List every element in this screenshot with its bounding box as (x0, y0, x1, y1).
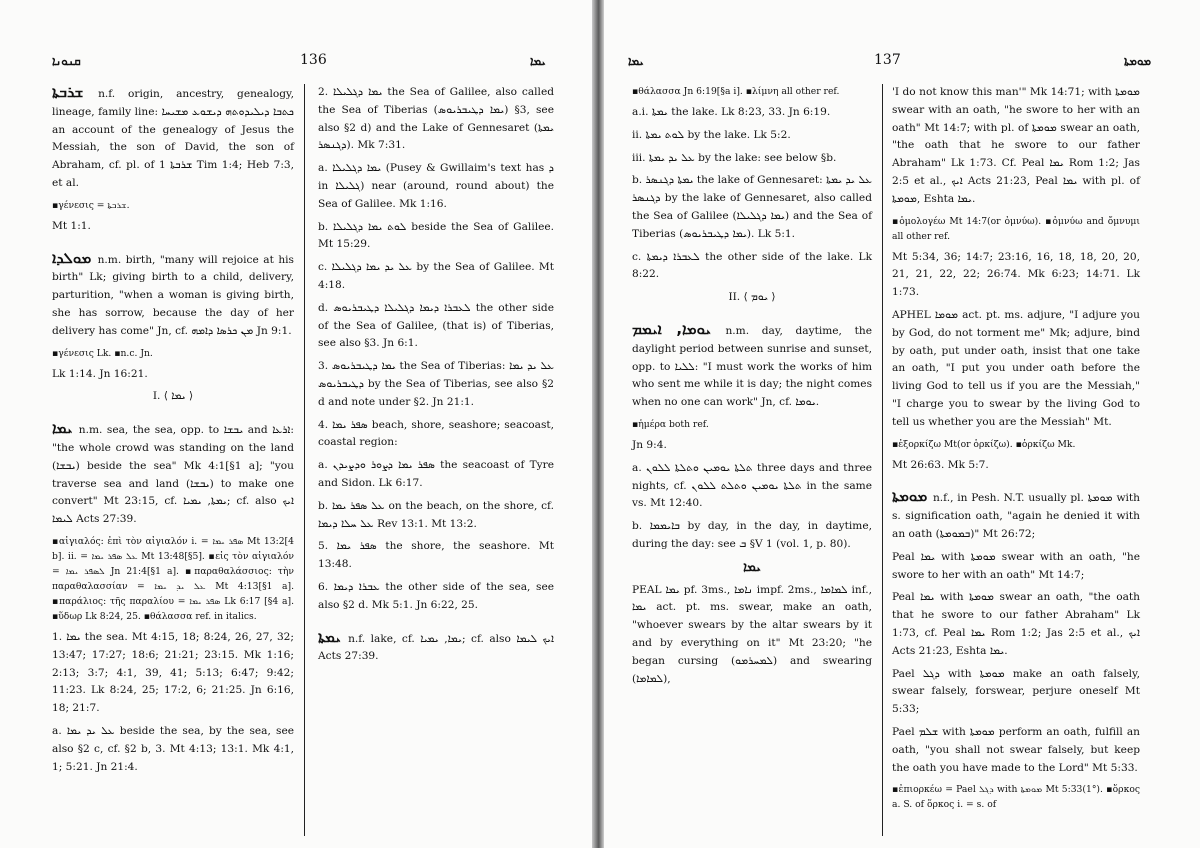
headword: ܡܘܡܬܐ (892, 487, 933, 506)
entry-paragraph (318, 629, 554, 667)
entry-paragraph (52, 366, 294, 384)
greek-equivalents: ▪ἡμέρα both ref. (632, 418, 709, 430)
entry-text: 6. ܥܒܪܐ ܕܝܡܐ the other side of the sea, see also §2 d. Mk 5:1. Jn 6:22, 25. (318, 580, 554, 611)
entry-paragraph (632, 582, 872, 689)
book-gutter (592, 0, 604, 848)
left-page (0, 0, 592, 848)
entry-text: a. ܥܠ ܝܕ ܝܡܐ beside the sea, by the sea, see also §2 c, cf. §2 b, 3. Mt 4:13; 13:1. Mk 4:1, 1; 5:21. Jn 21:4. (52, 724, 294, 773)
entry-text: c. ܠܥܒܪܐ ܕܝܡܬܐ the other side of the lake. Lk 8:22. (632, 250, 872, 281)
entry-text: Lk 1:14. Jn 16:21. (52, 367, 148, 380)
entry-text: Mt 1:1. (52, 219, 91, 232)
entry-paragraph (318, 457, 554, 493)
entry-paragraph (318, 259, 554, 295)
entry-paragraph (318, 417, 554, 453)
entry-text: Pael ܕܓܠ with ܡܘܡܬܐ make an oath falsely, swear falsely, forswear, perjure oneself Mt 5:33; (892, 667, 1140, 716)
entry-paragraph (318, 579, 554, 615)
entry-paragraph (632, 172, 872, 243)
entry-text: n.f. lake, cf. ܝܡܐ, ܝܡܝܐ; cf. also ܐܝܟ ܠܝܡܐ Acts 27:39. (318, 632, 554, 663)
entry-text: Peal ܝܡܐ with ܡܘܡܬܐ swear with an oath, "he swore to her with an oath" Mt 14:7; (892, 550, 1140, 581)
entry-paragraph (632, 437, 872, 455)
left-page-number: 136 (300, 52, 327, 68)
headword: ܝܡܐ (52, 419, 79, 438)
entry-text: Mt 5:34, 36; 14:7; 23:16, 16, 18, 18, 20, 20, 21, 21, 22, 22; 26:74. Mk 6:23; 14:71. Lk 1:73. (892, 250, 1140, 299)
entry-text: d. ܠܥܒܪܐ ܕܝܡܐ ܕܓܠܝܠܐ ܕܛܝܒܪܝܘܣ the other side of the Sea of Galilee, (that is) of Tiberias, see also §3. Jn 6:1. (318, 301, 554, 350)
entry-paragraph (52, 723, 294, 776)
left-running-head-right: ܝܡܐ (530, 54, 546, 68)
right-column-2 (892, 84, 1140, 817)
greek-equivalents: ▪ὁμολογέω Mt 14:7(or ὀμνύω). ▪ὀμνύω and ὄμνυμι all other ref. (892, 215, 1140, 242)
entry-paragraph (632, 460, 872, 513)
entry-text: a.i. ܝܡܬܐ the lake. Lk 8:23, 33. Jn 6:19. (632, 106, 831, 118)
entry-paragraph (318, 538, 554, 574)
entry-paragraph (318, 160, 554, 213)
entry-paragraph (632, 321, 872, 412)
right-page (604, 0, 1200, 848)
entry-text: c. ܥܠ ܝܕ ܝܡܐ ܕܓܠܝܠܐ by the Sea of Galilee. Mt 4:18. (318, 261, 554, 291)
right-page-number: 137 (874, 52, 901, 68)
entry-text: b. ܠܘܬ ܝܡܐ ܕܓܠܝܠܐ beside the Sea of Galilee. Mt 15:29. (318, 220, 554, 251)
entry-text: 5. ܣܦܪ ܝܡܐ the shore, the seashore. Mt 13:48. (318, 540, 555, 571)
greek-equivalents: ▪ἐπιορκέω = Pael ܕܓܠ with ܡܘܡܬܐ Mt 5:33(1°). ▪ὅρκος a. S. of ὅρκος i. = s. of (892, 784, 1140, 811)
entry-text: 3. ܝܡܐ ܕܛܝܒܪܝܘܣ the Sea of Tiberias: ܥܠ ܝܕ ܝܡܐ ܕܛܝܒܪܝܘܣ by the Sea of Tiberias, see also §2 d and note under §2. Jn 21:1. (318, 360, 554, 408)
entry-paragraph (318, 300, 554, 353)
entry-paragraph (318, 358, 554, 411)
entry-paragraph (892, 307, 1140, 432)
entry-text: APHEL ܡܘܡܐ act. pt. ms. adjure, "I adjure you by God, do not torment me" Mk; adjure, bind by oath, put under oath, insist that one take an oath, "I put you under oath before the living God to tell us if you are the Messiah," "I charge you to swear by the living God to tell us whether you are the Messiah" Mt. (892, 308, 1141, 428)
right-running-head-left: ܝܡܐ (628, 54, 644, 68)
entry-text: iii. ܥܠ ܝܕ ܝܡܬܐ by the lake: see below §b. (632, 151, 837, 164)
column-rule (304, 84, 305, 836)
greek-equivalents: ▪θάλασσα Jn 6:19[§a i]. ▪λίμνη all other ref. (632, 86, 840, 97)
entry-paragraph (318, 219, 554, 255)
entry-paragraph (892, 549, 1140, 585)
entry-paragraph (892, 666, 1140, 719)
entry-paragraph (52, 218, 294, 236)
entry-paragraph (632, 518, 872, 554)
entry-paragraph (632, 150, 872, 168)
headword: ܡܘܠܕܐ (52, 248, 98, 267)
entry-text: a. ܣܦܪ ܝܡܐ ܕܨܘܪ ܘܕܨܝܕܢ the seacoast of Tyre and Sidon. Lk 6:17. (318, 459, 554, 489)
greek-equivalents: ▪γένεσις = ܫܪܒܬܐ. (52, 199, 130, 211)
entry-text: Peal ܝܡܐ with ܡܘܡܬܐ swear an oath, "the oath that he swore to our father Abraham" Lk 1:73, cf. Peal ܝܡܐ Rom 1:2; Jas 2:5 et al., ܐܝܟ Acts 21:23, Eshta ܝܡܐ. (892, 591, 1140, 657)
entry-text: 'I do not know this man'" Mk 14:71; with ܡܘܡܬܐ swear with an oath, "he swore to her with an oath" Mt 14:7; with pl. of ܡܘܡܬܐ swear an oath, "the oath that he swore to our father Abraham" Lk 1:73. Cf. Peal ܝܡܐ Rom 1:2; Jas 2:5 et al., ܐܝܟ Acts 21:23, Peal ܝܡܐ with pl. of ܡܘܡܬܐ, Eshta ܝܡܐ. (892, 86, 1140, 205)
entry-text: n.m. day, daytime, the daylight period between sunrise and sunset, opp. to ܠܠܝܐ: "I must work the works of him who sent me while it is day; the night comes when no one can work" Jn, cf. ܝܘܡܐ. (632, 324, 872, 409)
headword: ܝܡܬܐ (318, 627, 349, 646)
headword: ܫܪܒܬܐ (52, 83, 99, 101)
root-heading: ܝܡܐ (743, 559, 761, 575)
entry-paragraph (632, 127, 872, 145)
entry-text: 4. ܣܦܪ ܝܡܐ beach, shore, seashore; seacoast, coastal region: (318, 418, 555, 449)
greek-equivalents: ▪γένεσις Lk. ▪n.c. Jn. (52, 347, 153, 359)
entry-paragraph (52, 629, 294, 718)
entry-text: b. ܥܠ ܣܦܪ ܝܡܐ on the beach, on the shore, cf. ܥܠ ܚܠܐ ܕܝܡܐ Rev 13:1. Mt 13:2. (318, 499, 554, 530)
section-heading: I. ⟨ ܝܡܐ ⟩ (152, 390, 194, 403)
entry-paragraph (892, 457, 1140, 475)
entry-text: Jn 9:4. (632, 438, 667, 451)
entry-text: n.m. birth, "many will rejoice at his birth" Lk; giving birth to a child, delivery, parturition, "when a woman is giving birth, she has sorrow, because the day of her delivery has come" Jn, cf. ܡܢ ܟܪܣܐ ܕܐܡܗ Jn 9:1. (52, 253, 294, 337)
entry-paragraph (318, 498, 554, 534)
entry-paragraph (52, 250, 294, 341)
entry-text: Pael ܫܠܡ with ܡܘܡܬܐ perform an oath, fulfill an oath, "you shall not swear falsely, but keep the oath you have made to the Lord" Mt 5:33. (892, 725, 1140, 774)
entry-paragraph (892, 724, 1140, 777)
entry-text: PEAL ܝܡܐ pf. 3ms., ܢܐܡܐ impf. 2ms., ܠܡܐܡܐ inf., ܝܡܐ act. pt. ms. swear, make an oath, "whoever swears by the altar swears by it and by everything on it" Mt 23:20; "he began cursing (ܠܡܚܪܡܘ) and swearing (ܠܡܐܡܐ), (632, 583, 873, 685)
entry-text: 2. ܝܡܐ ܕܓܠܝܠܐ the Sea of Galilee, also called the Sea of Tiberias (ܝܡܐ ܕܛܝܒܪܝܘܣ) §3, see also §2 d) and the Lake of Gennesaret (ܝܡܬܐ ܕܓܢܣܪ). Mk 7:31. (318, 86, 554, 152)
greek-equivalents: ▪ἐξορκίζω Mt(or ὁρκίζω). ▪ὁρκίζω Mk. (892, 438, 1076, 450)
entry-paragraph (892, 84, 1140, 209)
column-rule (882, 84, 883, 836)
entry-paragraph (892, 488, 1140, 543)
left-running-head: ܩܢܘܢܐ (52, 54, 81, 68)
entry-text: b. ܝܡܬܐ ܕܓܢܣܪ the lake of Gennesaret: ܥܠ ܝܕ ܝܡܬܐ ܕܓܢܣܪ by the lake of Gennesaret, also called the Sea of Galilee (ܝܡܐ ܕܓܠܝܠܐ) and the Sea of Tiberias (ܝܡܐ ܕܛܝܒܪܝܘܣ). Lk 5:1. (632, 174, 873, 240)
entry-text: a. ܬܠܬܐ ܝܘܡܝܢ ܘܬܠܬܐ ܠܠܘܢ three days and three nights, cf. ܬܠܬܐ ܝܘܡܝܢ ܘܬܠܬ ܠܠܘܢ in the same vs. Mt 12:40. (632, 461, 872, 510)
section-heading: II. ⟨ ܝܘܡ ⟩ (728, 291, 776, 304)
right-running-head: ܡܘܡܬܐ (1124, 54, 1152, 68)
entry-text: a. ܝܡܐ ܕܓܠܝܠܐ (Pusey & Gwillaim's text has ܕ in ܓܠܝܠܐ) near (around, round about) the Sea of Galilee. Mk 1:16. (318, 162, 554, 210)
entry-paragraph (318, 84, 554, 155)
entry-paragraph (892, 589, 1140, 660)
entry-paragraph (632, 104, 872, 122)
entry-paragraph (632, 249, 872, 285)
entry-paragraph (892, 249, 1140, 302)
right-column-1 (632, 84, 872, 693)
greek-equivalents: ▪αἰγιαλός: ἐπὶ τὸν αἰγιαλόν i. = ܣܦܪ ܝܡܐ Mt 13:2[4 b]. ii. = ܥܠ ܣܦܪ ܝܡܐ Mt 13:48[§5]. ▪εἰς τὸν αἰγιαλόν = ܠܣܦܪ ܝܡܐ Jn 21:4[§1 a]. ▪παραθαλάσσιος: τὴν παραθαλασσίαν = ܥܠ ܝܕ ܝܡܐ Mt 4:13[§1 a]. ▪παράλιος: τῆς παραλίου = ܣܦܪ ܝܡܐ Lk 6:17 [§4 a]. ▪ὕδωρ Lk 8:24, 25. ▪θάλασσα ref. in italics. (52, 535, 295, 622)
entry-text: n.f. origin, ancestry, genealogy, lineage, family line: ܟܬܒܐ ܕܝܠܝܕܘܬܗ ܕܝܫܘܥ ܡܫܝܚܐ an account of the genealogy of Jesus the Messiah, the son of David, the son of Abraham, cf. pl. of ܫܪܒܬܐ 1 Tim 1:4; Heb 7:3, et al. (52, 88, 295, 189)
entry-text: b. ܒܐܝܡܡܐ by day, in the day, in daytime, during the day: see ܒ §V 1 (vol. 1, p. 80). (632, 520, 872, 550)
entry-text: n.m. sea, the sea, opp. to ܝܒܫܐ and ܐܪܥܐ: "the whole crowd was standing on the land (ܝܒܫܐ) beside the sea" Mk 4:1[§1 a]; "you traverse sea and land (ܝܒܫܐ) to make one convert" Mt 23:15, cf. ܝܡܬܐ, ܝܡܝܐ; cf. also ܐܝܟ ܠܝܡܐ Acts 27:39. (52, 424, 294, 526)
entry-text: n.f., in Pesh. N.T. usually pl. ܡܘܡܬܐ with s. signification oath, "again he denied it with an oath (ܒܡܘܡܬܐ)" Mt 26:72; (892, 492, 1140, 540)
headword: ܝܘܡܐ, ܐܝܡܡ (632, 319, 726, 338)
left-column-1 (52, 84, 294, 781)
entry-text: Mt 26:63. Mk 5:7. (892, 458, 989, 471)
entry-text: 1. ܝܡܐ the sea. Mt 4:15, 18; 8:24, 26, 27, 32; 13:47; 17:27; 18:6; 21:21; 23:15. Mk 1:16; 2:13; 3:7; 4:1, 39, 41; 5:13; 6:47; 9:42; 11:23. Lk 8:24, 25; 17:2, 6; 21:25. Jn 6:16, 18; 21:7. (52, 630, 294, 715)
entry-paragraph (52, 84, 294, 193)
entry-text: ii. ܠܘܬ ܝܡܬܐ by the lake. Lk 5:2. (632, 128, 791, 141)
entry-paragraph (52, 420, 294, 529)
left-column-2 (318, 84, 554, 671)
